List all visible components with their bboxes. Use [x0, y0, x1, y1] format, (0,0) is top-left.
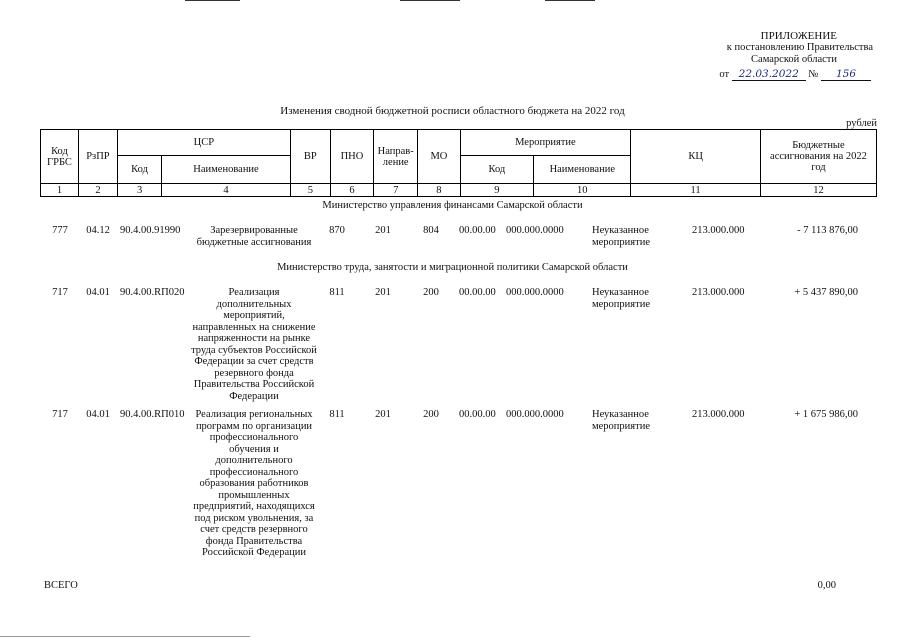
cell-csr-name: Зарезервированные бюджетные ассигнования: [196, 225, 312, 248]
cell-sum: - 7 113 876,00: [797, 225, 858, 236]
section-title: Министерство труда, занятости и миграционной политики Самарской области: [277, 262, 628, 273]
scan-artifact: [400, 0, 460, 1]
col-csr-naim: Наименование: [162, 156, 291, 184]
cell-csr-kod: 90.4.00.91990: [120, 225, 181, 236]
cell-mer-name: Неуказанное мероприятие: [592, 225, 650, 248]
scan-artifact: [0, 636, 250, 637]
cell-mer-kod: 000.000.0000: [506, 409, 564, 420]
scan-artifact: [545, 0, 595, 1]
cell-napr: 200: [423, 409, 439, 420]
appendix-title: ПРИЛОЖЕНИЕ: [760, 30, 837, 42]
units-label: рублей: [846, 118, 877, 129]
col-num: 7: [374, 184, 418, 197]
col-num: 1: [41, 184, 79, 197]
col-napr: Направ-ление: [374, 130, 418, 184]
cell-grbs: 717: [52, 287, 68, 298]
cell-grbs: 717: [52, 409, 68, 420]
section-title: Министерство управления финансами Самарской области: [322, 200, 583, 211]
col-csr-kod: Код: [117, 156, 161, 184]
col-num: 3: [117, 184, 161, 197]
number-value: 156: [821, 68, 871, 81]
cell-rzpr: 04.01: [86, 409, 110, 420]
cell-kc: 213.000.000: [692, 409, 745, 420]
cell-mer-name: Неуказанное мероприятие: [592, 287, 650, 310]
cell-mo: 00.00.00: [459, 409, 496, 420]
number-prefix: №: [808, 69, 819, 80]
cell-mo: 00.00.00: [459, 225, 496, 236]
col-csr: ЦСР: [117, 130, 290, 156]
cell-kc: 213.000.000: [692, 225, 745, 236]
col-meropr-kod: Код: [460, 156, 534, 184]
total-value: 0,00: [817, 580, 836, 591]
total-label: ВСЕГО: [44, 580, 78, 591]
col-num: 10: [534, 184, 631, 197]
cell-sum: + 5 437 890,00: [794, 287, 858, 298]
col-meropr-naim: Наименование: [534, 156, 631, 184]
cell-napr: 804: [423, 225, 439, 236]
document-title: Изменения сводной бюджетной росписи областного бюджета на 2022 год: [280, 105, 625, 117]
cell-pno: 201: [375, 287, 391, 298]
cell-csr-kod: 90.4.00.RП020: [120, 287, 185, 298]
col-meropr: Мероприятие: [460, 130, 631, 156]
cell-mer-kod: 000.000.0000: [506, 287, 564, 298]
col-kc: КЦ: [631, 130, 761, 184]
col-num: 6: [330, 184, 373, 197]
cell-mer-name: Неуказанное мероприятие: [592, 409, 650, 432]
cell-csr-name: Реализация региональных программ по организации профессионального обучения и дополнительного профессионального образования работников промышленных предприятий, находящихся под риском увольнения, за счет средств резервного фонда Правительства Российской Федерации: [193, 409, 315, 558]
cell-grbs: 777: [52, 225, 68, 236]
col-vr: ВР: [290, 130, 330, 184]
col-rzpr: РзПР: [78, 130, 117, 184]
budget-table-header: [40, 129, 877, 197]
col-num: 11: [631, 184, 761, 197]
cell-pno: 201: [375, 225, 391, 236]
cell-napr: 200: [423, 287, 439, 298]
cell-vr: 811: [329, 287, 345, 298]
date-value: 22.03.2022: [732, 68, 806, 81]
cell-kc: 213.000.000: [692, 287, 745, 298]
cell-rzpr: 04.01: [86, 287, 110, 298]
cell-mer-kod: 000.000.0000: [506, 225, 564, 236]
col-num: 2: [78, 184, 117, 197]
col-budget: Бюджетные ассигнования на 2022 год: [760, 130, 876, 184]
col-kod-grbs: Код ГРБС: [41, 130, 79, 184]
col-pno: ПНО: [330, 130, 373, 184]
scan-artifact: [185, 0, 240, 1]
col-num: 8: [418, 184, 460, 197]
cell-rzpr: 04.12: [86, 225, 110, 236]
col-mo: МО: [418, 130, 460, 184]
col-num: 4: [162, 184, 291, 197]
appendix-line1: к постановлению Правительства: [726, 42, 873, 53]
cell-sum: + 1 675 986,00: [794, 409, 858, 420]
cell-csr-kod: 90.4.00.RП010: [120, 409, 185, 420]
col-num: 9: [460, 184, 534, 197]
cell-vr: 811: [329, 409, 345, 420]
date-prefix: от: [719, 69, 730, 80]
appendix-header: [653, 30, 873, 81]
cell-csr-name: Реализация дополнительных мероприятий, направленных на снижение напряженности на рынке труда субъектов Российской Федерации за счет средств резервного фонда Правительства Российской Федерации: [191, 287, 317, 402]
cell-pno: 201: [375, 409, 391, 420]
cell-vr: 870: [329, 225, 345, 236]
appendix-date-line: [653, 68, 871, 81]
col-num: 12: [760, 184, 876, 197]
appendix-line2: Самарской области: [751, 54, 837, 65]
cell-mo: 00.00.00: [459, 287, 496, 298]
col-num: 5: [290, 184, 330, 197]
